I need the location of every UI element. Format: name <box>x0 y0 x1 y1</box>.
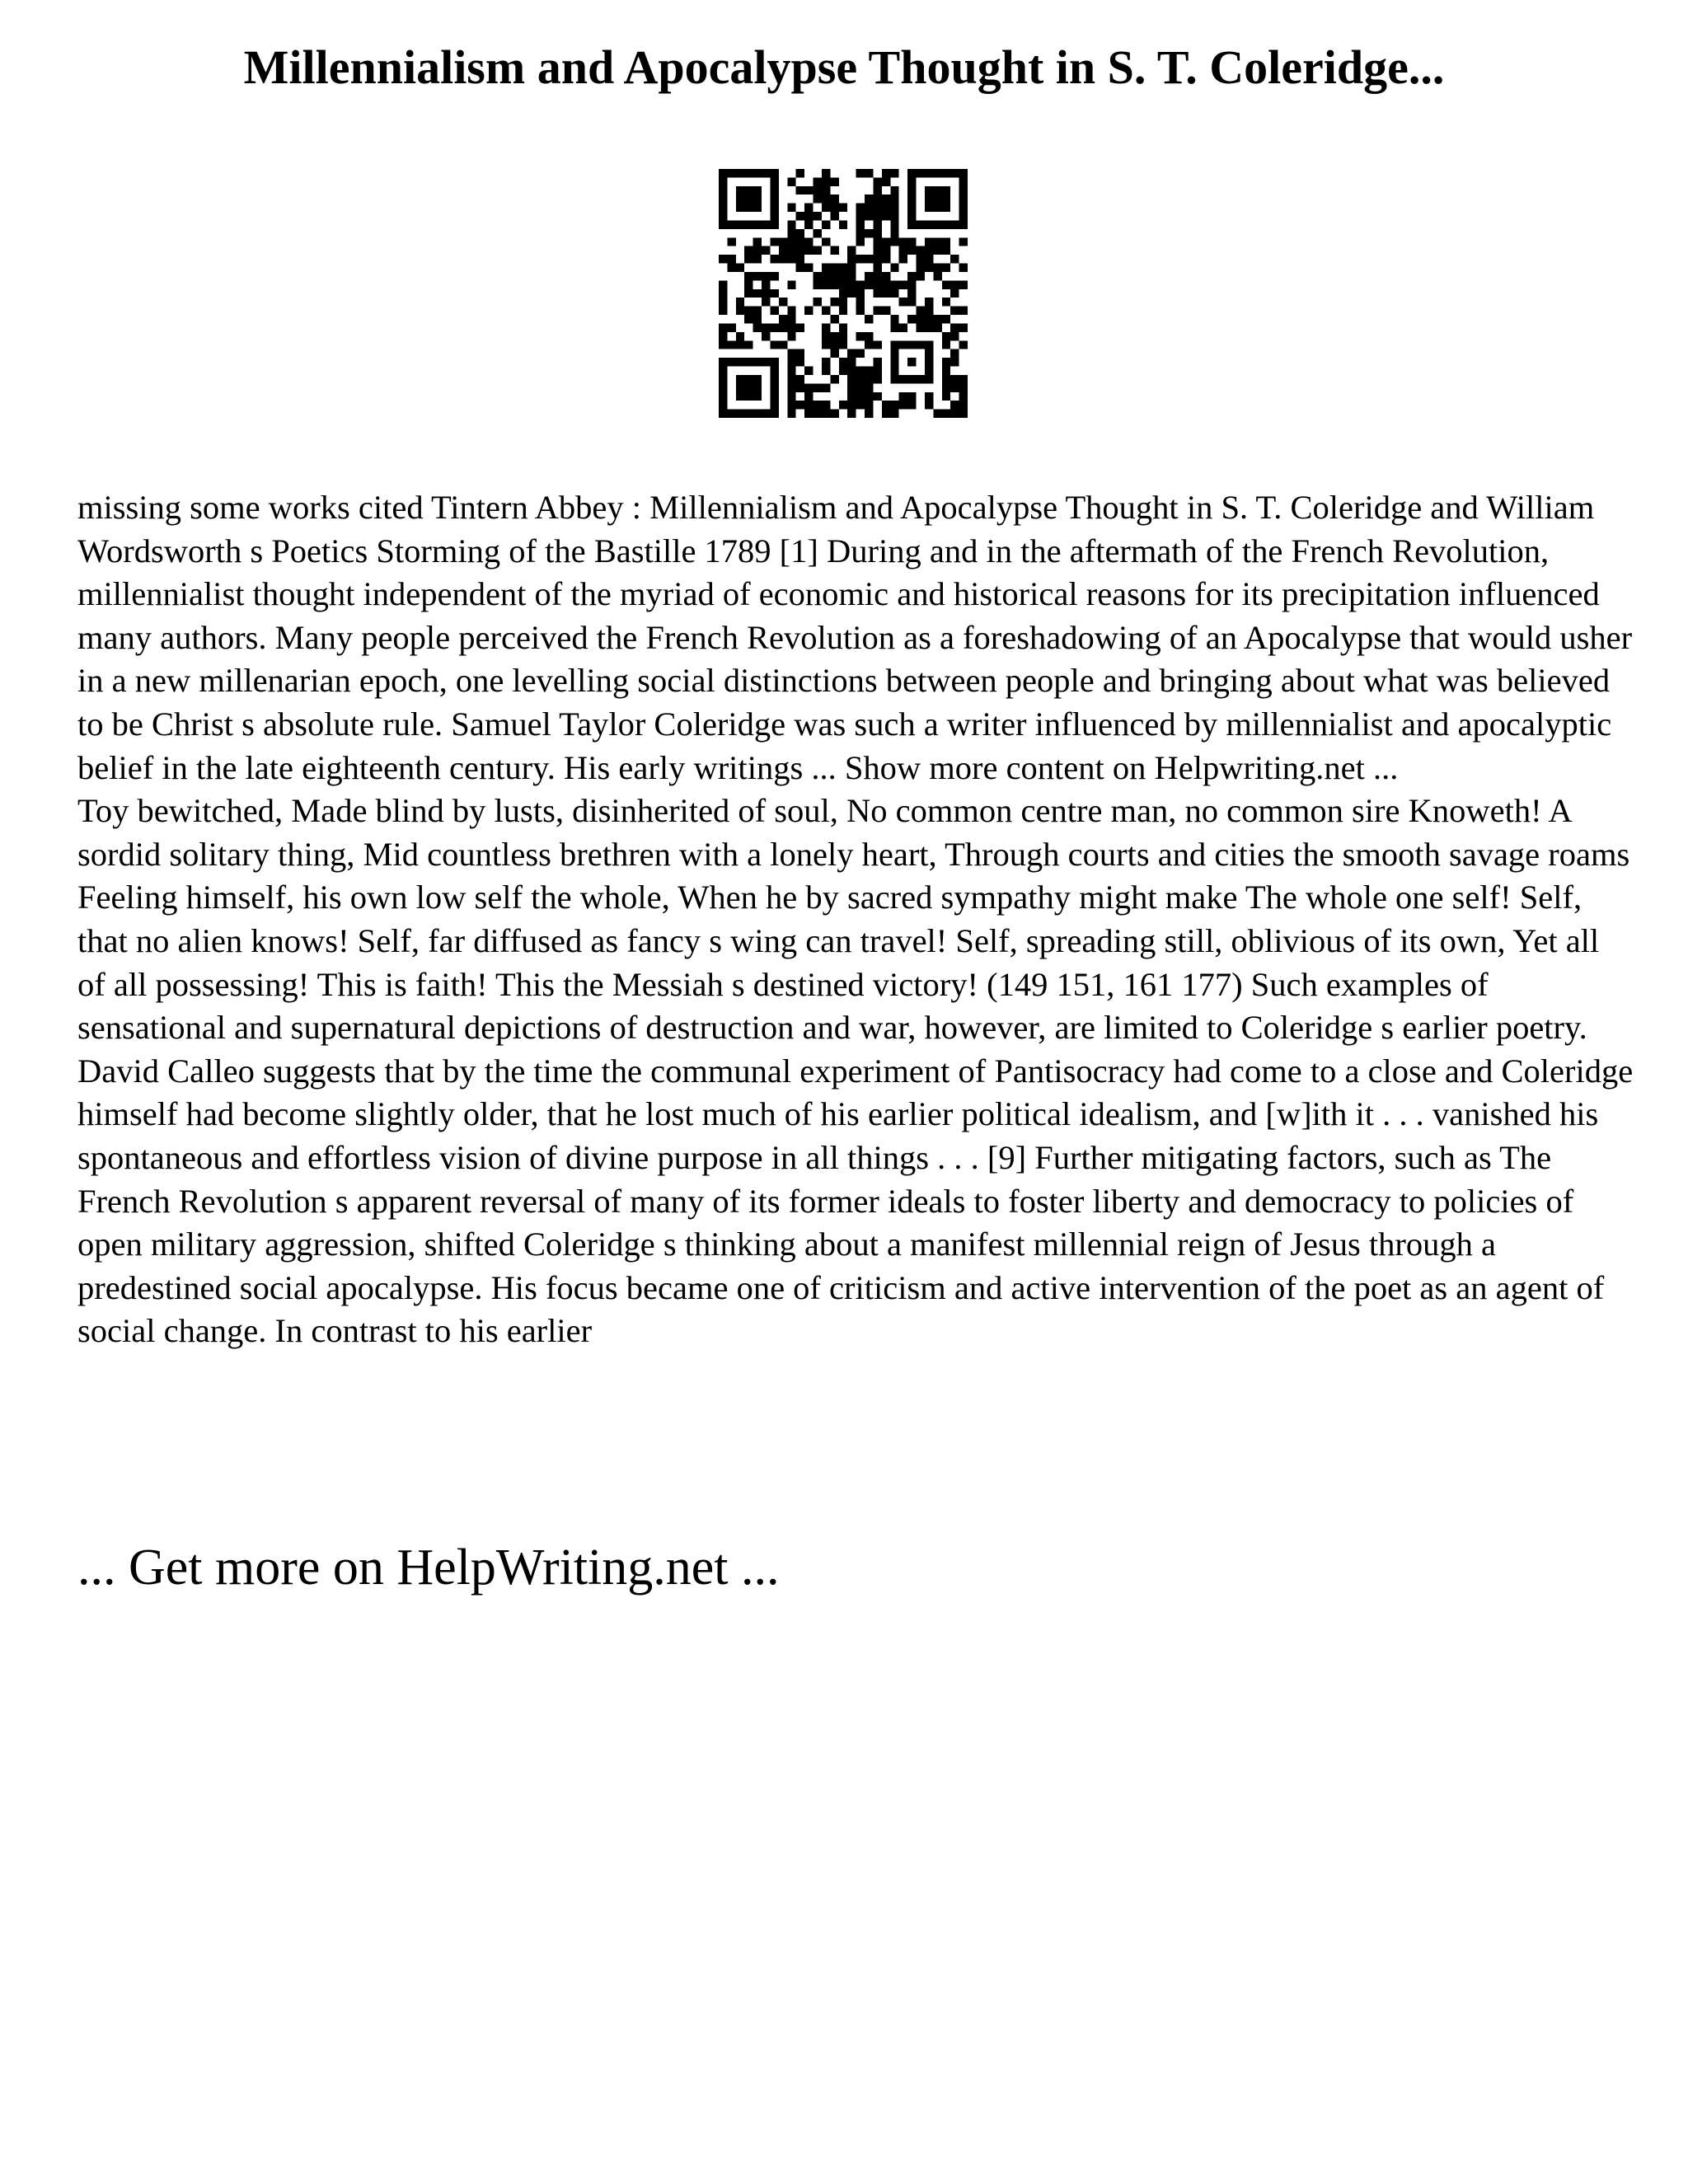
qr-code-graphic <box>719 169 968 418</box>
get-more-link[interactable]: ... Get more on HelpWriting.net ... <box>77 1540 780 1596</box>
article-paragraph-1: missing some works cited Tintern Abbey : Millennialism and Apocalypse Thought in S. T. Coleridge and William Wordsworth s Poetics Storming of the Bastille 1789 [1] During and in the aftermath of the French Revolution, millennialist thought independent of the myriad of economic and historical reasons for its precipitation influenced many authors. Many people perceived the French Revolution as a foreshadowing of an Apocalypse that would usher in a new millenarian epoch, one levelling social distinctions between people and bringing about what was believed to be Christ s absolute rule. Samuel Taylor Coleridge was such a writer influenced by millennialist and apocalyptic belief in the late eighteenth century. His early writings ... Show more content on Helpwriting.net ... <box>77 489 1633 786</box>
qr-code-icon[interactable] <box>719 169 968 418</box>
article-body <box>77 486 1635 1353</box>
page-title: Millennialism and Apocalypse Thought in S. T. Coleridge... <box>243 40 1445 94</box>
article-paragraph-2: Toy bewitched, Made blind by lusts, disinherited of soul, No common centre man, no common sire Knoweth! A sordid solitary thing, Mid countless brethren with a lonely heart, Through courts and cities the smooth savage roams Feeling himself, his own low self the whole, When he by sacred sympathy might make The whole one self! Self, that no alien knows! Self, far diffused as fancy s wing can travel! Self, spreading still, oblivious of its own, Yet all of all possessing! This is faith! This the Messiah s destined victory! (149 151, 161 177) Such examples of sensational and supernatural depictions of destruction and war, however, are limited to Coleridge s earlier poetry. David Calleo suggests that by the time the communal experiment of Pantisocracy had come to a close and Coleridge himself had become slightly older, that he lost much of his earlier political idealism, and [w]ith it . . . vanished his spontaneous and effortless vision of divine purpose in all things . . . [9] Further mitigating factors, such as The French Revolution s apparent reversal of many of its former ideals to foster liberty and democracy to policies of open military aggression, shifted Coleridge s thinking about a manifest millennial reign of Jesus through a predestined social apocalypse. His focus became one of criticism and active intervention of the poet as an agent of social change. In contrast to his earlier <box>77 792 1634 1350</box>
